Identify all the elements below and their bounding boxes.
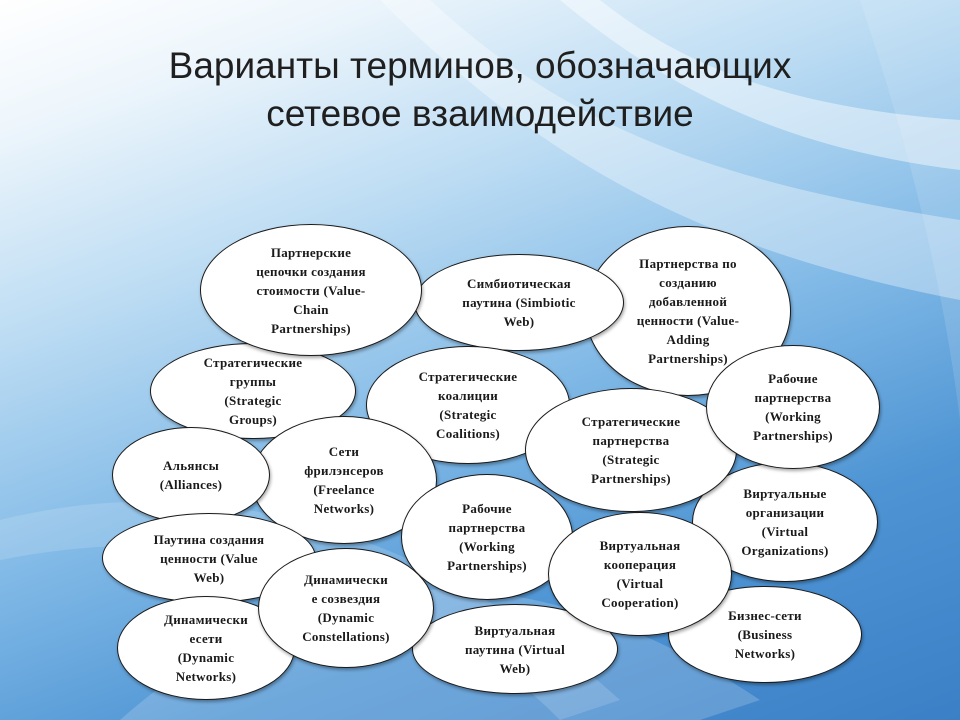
oval-label: Паутина создания ценности (Value Web)	[153, 531, 265, 585]
oval-label: Бизнес-сети (Business Networks)	[728, 608, 802, 661]
oval-label: Стратегические коалиции (Strategic Coalitions)	[418, 369, 518, 441]
oval-label: Симбиотическая паутина (Simbiotic Web)	[462, 276, 576, 329]
slide-title	[60, 42, 900, 138]
oval-value-chain-partnerships	[200, 224, 422, 356]
oval-working-partnerships-center	[401, 474, 573, 600]
oval-label: Виртуальные организации (Virtual Organizations)	[741, 486, 829, 558]
oval-label: Стратегические партнерства (Strategic Partnerships)	[581, 414, 681, 486]
oval-label: Виртуальная кооперация (Virtual Cooperation)	[599, 538, 681, 610]
oval-alliances	[112, 427, 270, 523]
oval-simbiotic-web	[414, 254, 624, 351]
oval-label: Рабочие партнерства (Working Partnerships)	[753, 371, 833, 443]
oval-label: Сети фрилэнсеров (Freelance Networks)	[304, 444, 384, 516]
oval-label: Динамически е созвездия (Dynamic Constellations)	[302, 572, 390, 644]
oval-working-partnerships-right	[706, 345, 880, 469]
oval-label: Партнерства по созданию добавленной ценности (Value- Adding Partnerships)	[636, 256, 740, 366]
oval-label: Альянсы (Alliances)	[159, 458, 223, 492]
oval-label: Стратегические группы (Strategic Groups)	[203, 355, 303, 427]
oval-dynamic-constellations	[258, 548, 434, 668]
title-line-1: Варианты терминов, обозначающих	[168, 45, 792, 86]
oval-label: Динамически есети (Dynamic Networks)	[163, 612, 249, 684]
oval-label: Партнерские цепочки создания стоимости (Value- Chain Partnerships)	[256, 244, 366, 336]
oval-label: Виртуальная паутина (Virtual Web)	[464, 622, 566, 676]
title-line-2: сетевое взаимодействие	[266, 93, 694, 134]
oval-label: Рабочие партнерства (Working Partnerships)	[447, 501, 527, 573]
oval-virtual-cooperation	[548, 512, 732, 636]
